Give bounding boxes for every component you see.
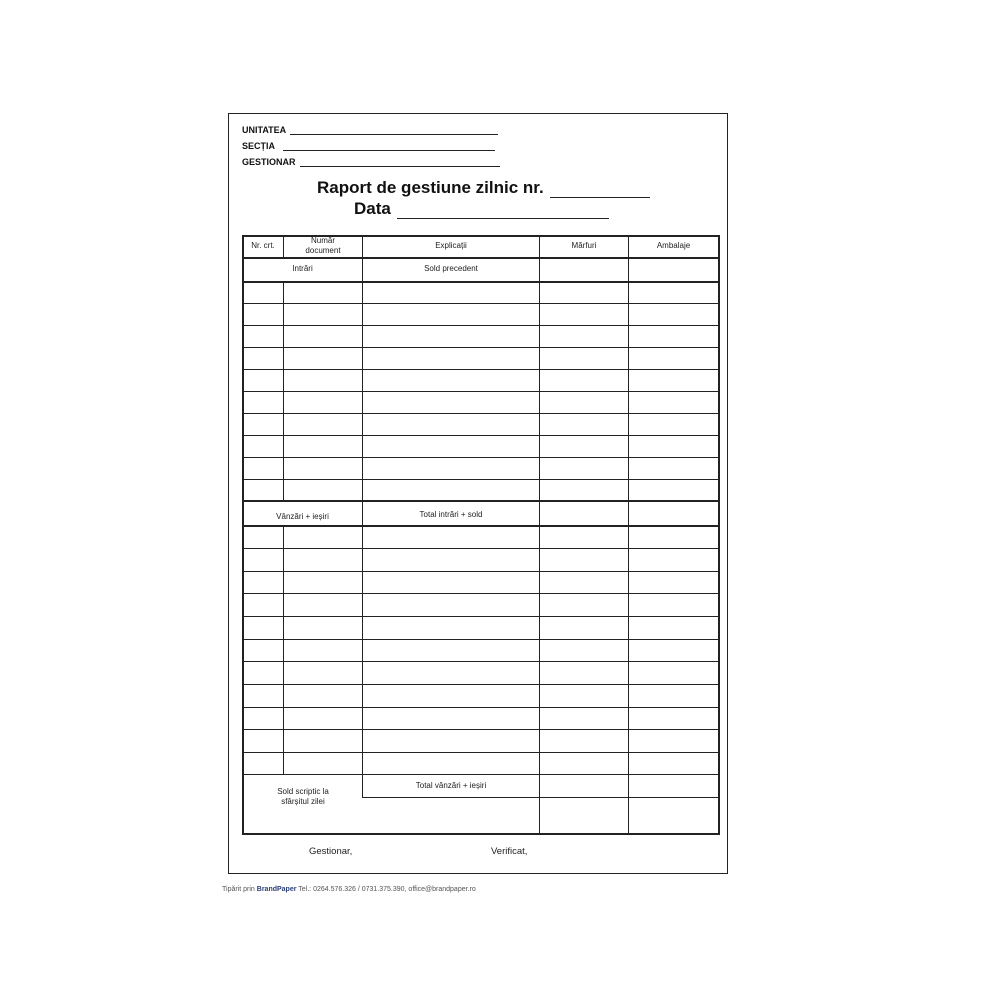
report-date-label: Data: [354, 199, 391, 218]
total-intrari-sold-label: Total intrări + sold: [419, 510, 483, 519]
sectia-blank-line: [283, 141, 495, 151]
table-row-line: [242, 593, 720, 594]
verificat-signature: Verificat,: [491, 846, 528, 857]
sold-precedent-divider: [242, 281, 720, 283]
column-header-ambalaje: Ambalaje: [656, 241, 691, 250]
gestionar-label: GESTIONAR: [242, 157, 296, 167]
report-title: [317, 178, 650, 198]
intrari-label: Intrări: [292, 264, 313, 273]
sectia-label: SECȚIA: [242, 141, 276, 151]
vanzari-iesiri-label: Vânzări + ieșiri: [276, 512, 329, 521]
footer-contact: Tel.: 0264.576.326 / 0731.375.390, office@brandpaper.ro: [298, 886, 476, 893]
table-row-line: [242, 661, 720, 662]
table-row-line: [242, 684, 720, 685]
gestionar-signature: Gestionar,: [309, 846, 353, 857]
table-row-line: [242, 479, 720, 480]
column-divider-nr-crt: [283, 235, 284, 257]
table-row-line: [242, 729, 720, 730]
report-form-sheet: [228, 113, 728, 874]
table-row-line: [242, 707, 720, 708]
report-title-label: Raport de gestiune zilnic nr.: [317, 178, 544, 197]
table-row-line: [242, 369, 720, 370]
table-row-line: [242, 391, 720, 392]
table-border-bottom: [242, 833, 720, 835]
unitatea-blank-line: [290, 125, 498, 135]
table-header-divider: [242, 257, 720, 259]
table-row-line: [242, 325, 720, 326]
table-row-line: [242, 347, 720, 348]
report-date: [354, 199, 609, 219]
column-header-marfuri: Mărfuri: [571, 241, 597, 250]
table-row-line: [242, 457, 720, 458]
column-divider-document: [362, 235, 363, 500]
unitatea-label: UNITATEA: [242, 125, 287, 135]
gestionar-blank-line: [300, 157, 500, 167]
table-row-line: [242, 435, 720, 436]
vanzari-divider-bottom: [242, 525, 720, 527]
column-header-numar-document: Număr document: [305, 236, 341, 255]
table-row-line: [242, 303, 720, 304]
printer-footer: [222, 886, 476, 893]
unitatea-field: [242, 125, 498, 135]
footer-prefix: Tipărit prin: [222, 886, 255, 893]
report-date-blank-line: [397, 203, 609, 219]
sold-scriptic-divider: [242, 774, 720, 775]
table-row-line: [242, 571, 720, 572]
column-header-explicatii: Explicații: [435, 241, 467, 250]
sectia-field: [242, 141, 495, 151]
column-divider-marfuri: [628, 235, 629, 835]
column-divider-nr-crt: [283, 281, 284, 500]
vanzari-divider-top: [242, 500, 720, 502]
report-number-blank-line: [550, 182, 650, 198]
column-divider-document: [362, 525, 363, 798]
table-row-line: [242, 639, 720, 640]
sold-precedent-label: Sold precedent: [424, 264, 478, 273]
table-row-line: [242, 616, 720, 617]
table-row-line: [242, 413, 720, 414]
table-border-left: [242, 235, 244, 835]
column-header-nr-crt: Nr. crt.: [251, 241, 275, 250]
column-divider-nr-crt: [283, 525, 284, 774]
total-vanzari-iesiri-label: Total vânzări + ieșiri: [415, 781, 487, 790]
column-divider-explicatii: [539, 235, 540, 835]
table-border-right: [718, 235, 720, 835]
footer-brand: BrandPaper: [256, 886, 297, 893]
sold-scriptic-label: Sold scriptic la sfârșitul zilei: [277, 787, 329, 806]
gestionar-field: [242, 157, 500, 167]
total-vanzari-divider: [362, 797, 720, 798]
table-row-line: [242, 752, 720, 753]
table-row-line: [242, 548, 720, 549]
